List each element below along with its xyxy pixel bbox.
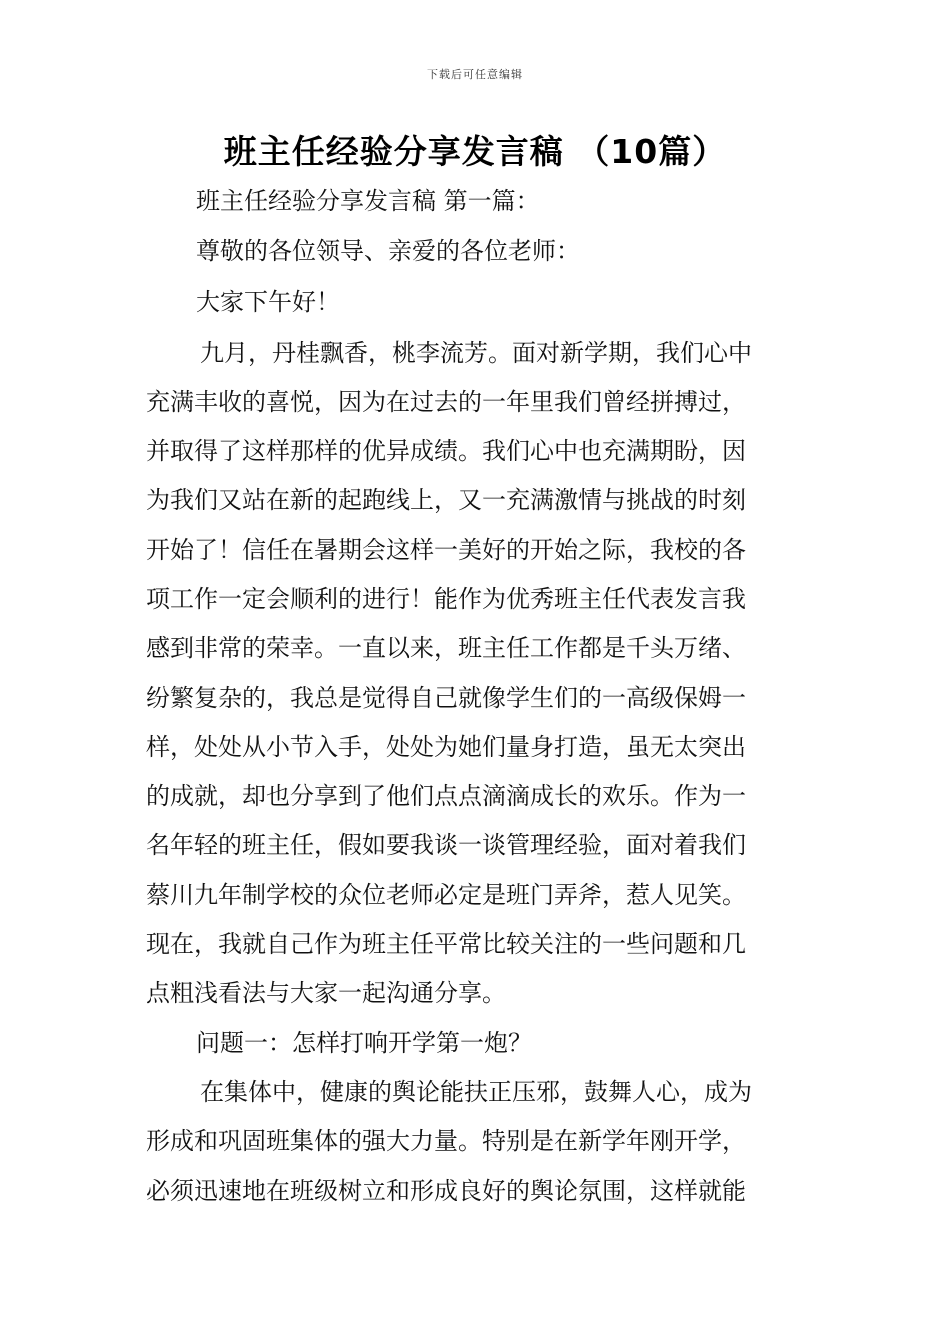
paragraph-line: 现在，我就自己作为班主任平常比较关注的一些问题和几 xyxy=(146,930,746,958)
paragraph-line: 充满丰收的喜悦，因为在过去的一年里我们曾经拼搏过， xyxy=(146,388,746,416)
document-title: 班主任经验分享发言稿 （10篇） xyxy=(223,132,727,171)
paragraph-line: 点粗浅看法与大家一起沟通分享。 xyxy=(146,979,506,1007)
greeting: 大家下午好！ xyxy=(196,288,340,316)
paragraph-line: 感到非常的荣幸。一直以来，班主任工作都是千头万绪、 xyxy=(146,634,746,662)
paragraph-line: 九月，丹桂飘香，桃李流芳。面对新学期，我们心中 xyxy=(200,339,752,367)
paragraph-line: 开始了！信任在暑期会这样一美好的开始之际，我校的各 xyxy=(146,536,746,564)
paragraph-line: 纷繁复杂的，我总是觉得自己就像学生们的一高级保姆一 xyxy=(146,684,746,712)
salutation: 尊敬的各位领导、亲爱的各位老师： xyxy=(196,237,580,265)
paragraph-line: 在集体中，健康的舆论能扶正压邪，鼓舞人心，成为 xyxy=(200,1078,752,1106)
paragraph-line: 为我们又站在新的起跑线上，又一充满激情与挑战的时刻 xyxy=(146,486,746,514)
paragraph-line: 蔡川九年制学校的众位老师必定是班门弄斧，惹人见笑。 xyxy=(146,881,746,909)
paragraph-line: 样，处处从小节入手，处处为她们量身打造，虽无太突出 xyxy=(146,733,746,761)
paragraph-line: 的成就，却也分享到了他们点点滴滴成长的欢乐。作为一 xyxy=(146,782,746,810)
paragraph-line: 名年轻的班主任，假如要我谈一谈管理经验，面对着我们 xyxy=(146,831,746,859)
paragraph-line: 项工作一定会顺利的进行！能作为优秀班主任代表发言我 xyxy=(146,585,746,613)
paragraph-line: 必须迅速地在班级树立和形成良好的舆论氛围，这样就能 xyxy=(146,1177,746,1205)
paragraph-line: 并取得了这样那样的优异成绩。我们心中也充满期盼，因 xyxy=(146,437,746,465)
section-heading: 班主任经验分享发言稿 第一篇： xyxy=(196,187,540,215)
header-note: 下载后可任意编辑 xyxy=(427,68,523,81)
paragraph-line: 形成和巩固班集体的强大力量。特别是在新学年刚开学， xyxy=(146,1127,746,1155)
question-heading: 问题一：怎样打响开学第一炮？ xyxy=(196,1029,532,1057)
